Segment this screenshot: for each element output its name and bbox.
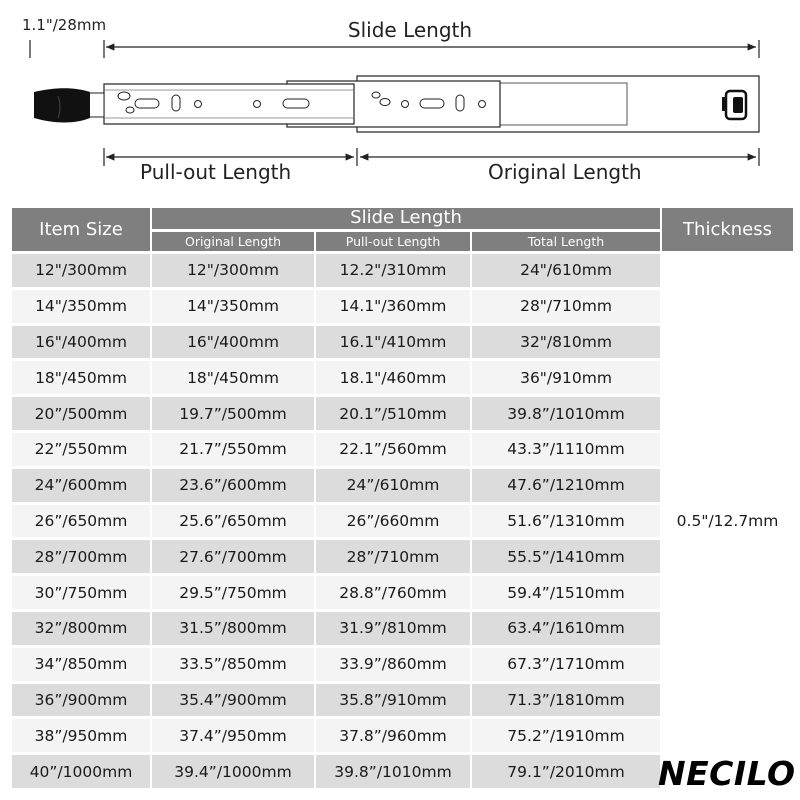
- cell-total-length: 28"/710mm: [472, 290, 660, 323]
- pullout-length-label: Pull-out Length: [140, 160, 292, 184]
- end-clip: [722, 91, 746, 119]
- header-total-length: Total Length: [472, 232, 660, 252]
- cell-original-length: 12"/300mm: [152, 254, 314, 287]
- cell-item-size: 40”/1000mm: [12, 755, 150, 788]
- cell-original-length: 29.5”/750mm: [152, 576, 314, 609]
- cell-pullout-length: 14.1"/360mm: [316, 290, 470, 323]
- cell-pullout-length: 26”/660mm: [316, 505, 470, 538]
- cell-original-length: 25.6”/650mm: [152, 505, 314, 538]
- cell-original-length: 16"/400mm: [152, 326, 314, 359]
- cell-total-length: 63.4”/1610mm: [472, 612, 660, 645]
- cell-pullout-length: 28”/710mm: [316, 540, 470, 573]
- cell-pullout-length: 28.8”/760mm: [316, 576, 470, 609]
- header-item-size: Item Size: [12, 208, 150, 251]
- cell-pullout-length: 18.1"/460mm: [316, 361, 470, 394]
- cell-item-size: 22”/550mm: [12, 433, 150, 466]
- cell-item-size: 30”/750mm: [12, 576, 150, 609]
- cell-item-size: 26”/650mm: [12, 505, 150, 538]
- table-row: [12, 254, 793, 287]
- cell-item-size: 32”/800mm: [12, 612, 150, 645]
- cell-original-length: 14"/350mm: [152, 290, 314, 323]
- cell-original-length: 35.4”/900mm: [152, 684, 314, 717]
- cell-original-length: 23.6”/600mm: [152, 469, 314, 502]
- cell-pullout-length: 31.9”/810mm: [316, 612, 470, 645]
- cell-total-length: 24"/610mm: [472, 254, 660, 287]
- header-pullout-length: Pull-out Length: [316, 232, 470, 252]
- cell-item-size: 34”/850mm: [12, 648, 150, 681]
- header-original-length: Original Length: [152, 232, 314, 252]
- size-spec-table: [10, 205, 795, 791]
- cell-total-length: 67.3”/1710mm: [472, 648, 660, 681]
- original-length-label: Original Length: [488, 160, 642, 184]
- brand-logo: NECILO: [658, 754, 796, 793]
- cell-total-length: 79.1”/2010mm: [472, 755, 660, 788]
- cell-item-size: 20”/500mm: [12, 397, 150, 430]
- cell-total-length: 71.3”/1810mm: [472, 684, 660, 717]
- cell-item-size: 14"/350mm: [12, 290, 150, 323]
- cell-pullout-length: 20.1”/510mm: [316, 397, 470, 430]
- cell-total-length: 47.6”/1210mm: [472, 469, 660, 502]
- cell-pullout-length: 33.9”/860mm: [316, 648, 470, 681]
- cell-item-size: 16"/400mm: [12, 326, 150, 359]
- cell-total-length: 75.2”/1910mm: [472, 719, 660, 752]
- cell-item-size: 18"/450mm: [12, 361, 150, 394]
- cell-total-length: 43.3”/1110mm: [472, 433, 660, 466]
- cell-original-length: 33.5”/850mm: [152, 648, 314, 681]
- black-handle: [34, 88, 104, 122]
- slide-length-dimension: [30, 40, 759, 58]
- cell-item-size: 28”/700mm: [12, 540, 150, 573]
- cell-original-length: 27.6”/700mm: [152, 540, 314, 573]
- table-body: [12, 254, 793, 788]
- cell-total-length: 51.6”/1310mm: [472, 505, 660, 538]
- cell-total-length: 39.8”/1010mm: [472, 397, 660, 430]
- cell-total-length: 59.4”/1510mm: [472, 576, 660, 609]
- offset-label: 1.1"/28mm: [22, 16, 107, 34]
- cell-original-length: 31.5”/800mm: [152, 612, 314, 645]
- cell-original-length: 37.4”/950mm: [152, 719, 314, 752]
- slide-diagram: [0, 0, 800, 200]
- cell-pullout-length: 16.1"/410mm: [316, 326, 470, 359]
- cell-total-length: 36"/910mm: [472, 361, 660, 394]
- cell-original-length: 18"/450mm: [152, 361, 314, 394]
- cell-thickness: 0.5"/12.7mm: [662, 254, 793, 788]
- cell-item-size: 24”/600mm: [12, 469, 150, 502]
- slide-length-label: Slide Length: [347, 18, 473, 42]
- slide-rails: [104, 76, 759, 132]
- cell-pullout-length: 12.2"/310mm: [316, 254, 470, 287]
- cell-item-size: 12"/300mm: [12, 254, 150, 287]
- cell-original-length: 19.7”/500mm: [152, 397, 314, 430]
- cell-total-length: 55.5”/1410mm: [472, 540, 660, 573]
- cell-item-size: 36”/900mm: [12, 684, 150, 717]
- header-thickness: Thickness: [662, 208, 793, 251]
- cell-original-length: 39.4”/1000mm: [152, 755, 314, 788]
- cell-item-size: 38”/950mm: [12, 719, 150, 752]
- cell-pullout-length: 22.1”/560mm: [316, 433, 470, 466]
- cell-pullout-length: 37.8”/960mm: [316, 719, 470, 752]
- cell-pullout-length: 24”/610mm: [316, 469, 470, 502]
- header-slide-length: Slide Length: [152, 208, 660, 229]
- cell-pullout-length: 35.8”/910mm: [316, 684, 470, 717]
- cell-total-length: 32"/810mm: [472, 326, 660, 359]
- cell-pullout-length: 39.8”/1010mm: [316, 755, 470, 788]
- cell-original-length: 21.7”/550mm: [152, 433, 314, 466]
